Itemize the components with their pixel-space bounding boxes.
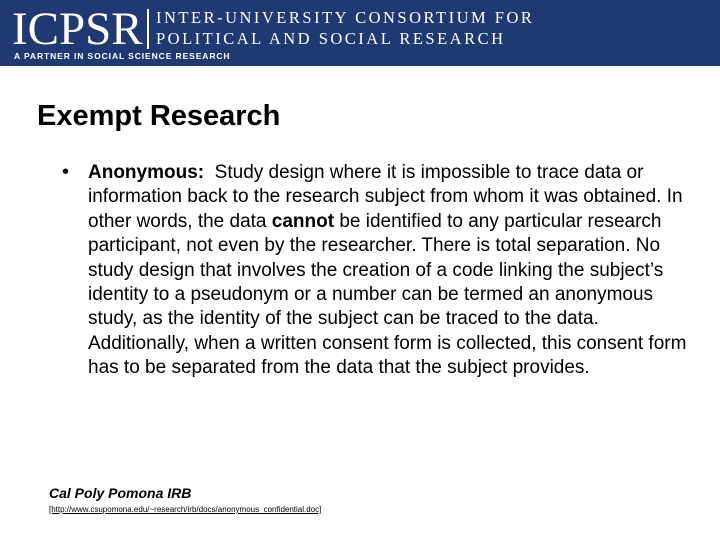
header-banner: [0, 0, 720, 66]
bullet-label: Anonymous:: [88, 162, 205, 183]
source-url-link[interactable]: [http://www.csupomona.edu/~research/irb/docs/anonymous_confidential.doc]: [49, 505, 322, 514]
org-name-line-1: INTER-UNIVERSITY CONSORTIUM FOR: [156, 8, 535, 27]
bullet-text: [88, 161, 688, 381]
bullet-text-part-1: Study design where it is impossible to trace data or information back to the research subject from whom it was obtained. In other words, the data: [88, 162, 683, 232]
logo-divider: [147, 9, 149, 49]
bullet-text-part-2: be identified to any particular research participant, not even by the researcher. There is total separation. No study design that involves the creation of a code linking the subject’s identity to a pseudonym or a number can be termed an anonymous study, as the identity of the subject can be traced to the data. Additionally, when a written consent form is collected, this consent form has to be separated from the data that the subject provides.: [88, 210, 687, 379]
org-name-line-2: POLITICAL AND SOCIAL RESEARCH: [156, 29, 506, 48]
slide-title: Exempt Research: [37, 100, 281, 132]
icpsr-logo: ICPSR: [12, 3, 143, 55]
source-credit: Cal Poly Pomona IRB: [49, 485, 192, 501]
emphasis-text: cannot: [271, 210, 335, 232]
tagline: A PARTNER IN SOCIAL SCIENCE RESEARCH: [14, 51, 231, 61]
bullet-marker: •: [62, 161, 70, 183]
